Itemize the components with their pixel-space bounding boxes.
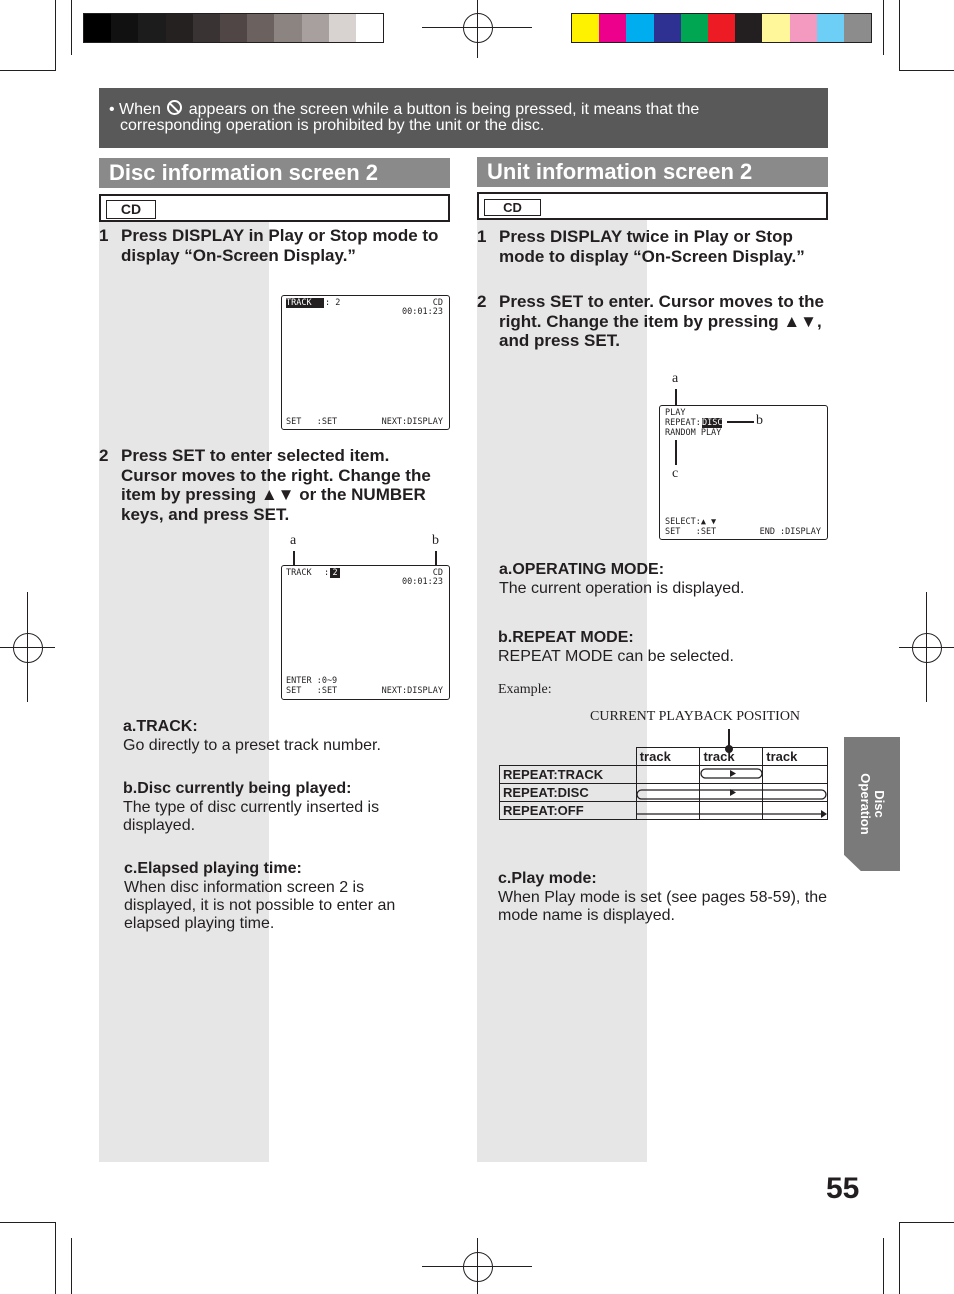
osd-next-hint: NEXT:DISPLAY — [381, 686, 443, 696]
calibration-swatch — [138, 14, 165, 42]
calibration-swatch — [274, 14, 301, 42]
calibration-swatch — [166, 14, 193, 42]
calibration-swatch — [247, 14, 274, 42]
calibration-swatch — [762, 14, 789, 42]
notice-text: appears on the screen while a button is being pressed, it means that the — [188, 101, 700, 118]
osd-end-hint: END :DISPLAY — [759, 527, 821, 537]
calibration-swatch — [708, 14, 735, 42]
callout-b: b — [756, 413, 763, 428]
osd-screen-disc-info-1 — [281, 295, 450, 430]
callout-line-b — [435, 551, 437, 566]
desc-playmode-heading: c.Play mode: — [498, 870, 597, 887]
callout-line-c — [675, 440, 677, 465]
osd-elapsed-time: 00:01:23 — [402, 307, 443, 317]
table-row-label: REPEAT:DISC — [500, 784, 637, 802]
calibration-swatch — [302, 14, 329, 42]
table-header: track — [763, 748, 828, 766]
desc-operating-heading: a.OPERATING MODE: — [499, 561, 665, 578]
calibration-swatch — [193, 14, 220, 42]
callout-line-b — [727, 421, 754, 423]
calibration-swatch — [111, 14, 138, 42]
desc-track-heading: a.TRACK: — [123, 718, 198, 735]
step-number: 2 — [477, 292, 487, 311]
osd-repeat-label: REPEAT: — [665, 418, 701, 428]
table-row-label: REPEAT:OFF — [500, 802, 637, 820]
repeat-path-diagram — [499, 747, 829, 825]
arrow-icon — [730, 770, 736, 777]
table-row-label: REPEAT:TRACK — [500, 766, 637, 784]
calibration-swatch — [626, 14, 653, 42]
desc-playmode-body: When Play mode is set (see pages 58-59), the mode name is displayed. — [498, 889, 828, 924]
disc-type-box — [99, 194, 450, 222]
step-number: 1 — [477, 227, 487, 246]
calibration-swatch — [599, 14, 626, 42]
osd-track-value: : 2 — [325, 298, 341, 308]
osd-repeat-value: DISC — [702, 418, 723, 428]
osd-set-hint: SET :SET — [286, 417, 338, 427]
arrow-icon — [821, 810, 827, 818]
calibration-swatch — [844, 14, 871, 42]
calibration-swatch — [329, 14, 356, 42]
osd-next-hint: NEXT:DISPLAY — [381, 417, 443, 427]
calibration-swatch — [220, 14, 247, 42]
callout-a: a — [672, 371, 679, 386]
step-text: Press DISPLAY in Play or Stop mode to display “On-Screen Display.” — [121, 226, 439, 265]
osd-disc-type: CD — [432, 298, 443, 308]
osd-elapsed-time: 00:01:23 — [402, 577, 443, 587]
desc-elapsed-body: When disc information screen 2 is displayed, it is not possible to enter an elapsed playing time. — [124, 879, 396, 932]
cd-tag: CD — [484, 199, 541, 216]
step-number: 1 — [99, 226, 109, 245]
step-text: Press SET to enter. Cursor moves to the right. Change the item by pressing ▲▼, and press SET. — [499, 292, 824, 350]
desc-elapsed-heading: c.Elapsed playing time: — [124, 860, 302, 877]
step-number: 2 — [99, 446, 109, 465]
osd-screen-disc-info-2 — [281, 565, 450, 700]
osd-set-hint: SET :SET — [286, 686, 338, 696]
prohibited-icon — [167, 100, 182, 115]
side-tab-label — [858, 773, 886, 834]
calibration-swatch — [735, 14, 762, 42]
step-text: Press SET to enter selected item. Cursor moves to the right. Change the item by pressing ▲▼ or the NUMBER keys, and press SET. — [121, 446, 431, 524]
osd-track-label: TRACK — [286, 568, 312, 578]
osd-play-mode: PLAY — [665, 408, 686, 418]
color-calibration-bar — [571, 13, 872, 43]
osd-select-hint: SELECT:▲ ▼ — [665, 517, 717, 527]
step-text: Press DISPLAY twice in Play or Stop mode to display “On-Screen Display.” — [499, 227, 805, 266]
table-header: track — [636, 748, 700, 766]
osd-colon: : — [324, 568, 330, 578]
desc-operating-body: The current operation is displayed. — [499, 580, 745, 597]
osd-disc-type: CD — [432, 568, 443, 578]
notice-text: corresponding operation is prohibited by the unit or the disc. — [120, 117, 545, 134]
osd-set-hint: SET :SET — [665, 527, 717, 537]
left-column-shade — [99, 220, 269, 1162]
desc-repeat-heading: b.REPEAT MODE: — [498, 629, 634, 646]
side-tab-line1: Disc — [872, 790, 887, 818]
desc-disc-heading: b.Disc currently being played: — [123, 780, 352, 797]
callout-c: c — [672, 466, 679, 481]
desc-track-body: Go directly to a preset track number. — [123, 737, 381, 754]
notice-text: • When — [109, 101, 161, 118]
calibration-swatch — [84, 14, 111, 42]
osd-enter-hint: ENTER :0~9 — [286, 676, 338, 686]
current-position-label: CURRENT PLAYBACK POSITION — [590, 709, 801, 724]
callout-b: b — [432, 533, 439, 548]
prohibited-operation-notice — [99, 88, 828, 148]
osd-random-play: RANDOM PLAY — [665, 428, 722, 438]
section-title-disc-info: Disc information screen 2 — [99, 158, 450, 188]
calibration-swatch — [817, 14, 844, 42]
desc-disc-body: The type of disc currently inserted is displayed. — [123, 799, 380, 834]
desc-repeat-body: REPEAT MODE can be selected. — [498, 648, 734, 665]
section-title-unit-info: Unit information screen 2 — [477, 157, 828, 187]
calibration-swatch — [681, 14, 708, 42]
grayscale-calibration-bar — [83, 13, 384, 43]
callout-a: a — [290, 533, 297, 548]
calibration-swatch — [790, 14, 817, 42]
page-number: 55 — [826, 1172, 860, 1205]
calibration-swatch — [572, 14, 599, 42]
disc-type-box — [477, 192, 828, 220]
side-tab-line2: Operation — [858, 773, 873, 835]
osd-track-label: TRACK — [286, 298, 324, 308]
calibration-swatch — [356, 14, 383, 42]
osd-screen-unit-info — [659, 405, 828, 540]
example-label: Example: — [498, 682, 552, 697]
cd-tag: CD — [106, 200, 156, 219]
table-header: track — [700, 748, 763, 766]
calibration-swatch — [654, 14, 681, 42]
osd-track-value: 2 — [330, 568, 340, 578]
